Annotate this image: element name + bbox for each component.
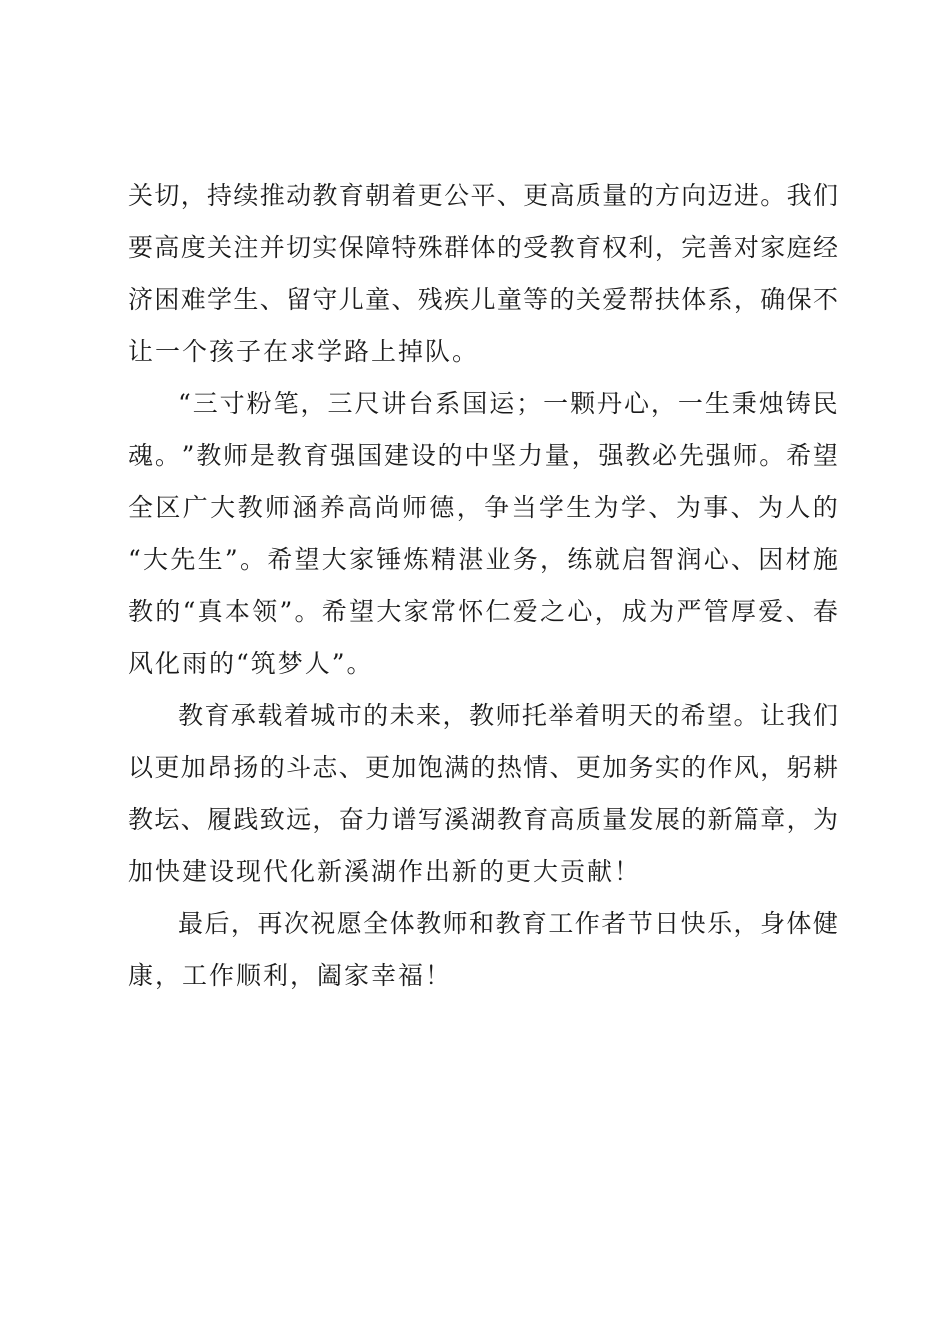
paragraph-2 (128, 378, 838, 690)
text-line: 关 切 ， 持 续 推 动 教 育 朝 着 更 公 平 、 更 高 质 量 的 方 向 迈 进 。 我 们 (128, 181, 838, 210)
paragraph-1 (128, 170, 838, 378)
text-line: 加快建设现代化新溪湖作出新的更大贡献！ (128, 857, 642, 886)
text-line: 最 后 ， 再 次 祝 愿 全 体 教 师 和 教 育 工 作 者 节 日 快 乐 ， 身 体 健 (178, 909, 838, 938)
text-line: 让一个孩子在求学路上掉队。 (128, 337, 480, 366)
text-line: 以 更 加 昂 扬 的 斗 志 、 更 加 饱 满 的 热 情 、 更 加 务 实 的 作 风 ， 躬 耕 (128, 753, 838, 782)
text-line: 康，工作顺利，阖家幸福！ (128, 961, 453, 990)
document-body (128, 170, 838, 1002)
text-line: 要 高 度 关 注 并 切 实 保 障 特 殊 群 体 的 受 教 育 权 利 ， 完 善 对 家 庭 经 (128, 233, 838, 262)
text-line: 教 育 承 载 着 城 市 的 未 来 ， 教 师 托 举 着 明 天 的 希 望 。 让 我 们 (178, 701, 838, 730)
text-line: 教 坛 、 履 践 致 远 ， 奋 力 谱 写 溪 湖 教 育 高 质 量 发 展 的 新 篇 章 ， 为 (128, 805, 838, 834)
paragraph-4 (128, 898, 838, 1002)
text-line: “ 三 寸 粉 笔 ， 三 尺 讲 台 系 国 运 ； 一 颗 丹 心 ， 一 生 秉 烛 铸 民 (178, 389, 838, 418)
text-line: 风化雨的“筑梦人”。 (128, 649, 374, 678)
text-line: 济 困 难 学 生 、 留 守 儿 童 、 残 疾 儿 童 等 的 关 爱 帮 扶 体 系 ， 确 保 不 (128, 285, 838, 314)
paragraph-3 (128, 690, 838, 898)
text-line: 全 区 广 大 教 师 涵 养 高 尚 师 德 ， 争 当 学 生 为 学 、 为 事 、 为 人 的 (128, 493, 838, 522)
text-line: 教 的 “ 真 本 领 ” 。 希 望 大 家 常 怀 仁 爱 之 心 ， 成 为 严 管 厚 爱 、 春 (128, 597, 838, 626)
text-line: “ 大 先 生 ” 。 希 望 大 家 锤 炼 精 湛 业 务 ， 练 就 启 智 润 心 、 因 材 施 (128, 545, 838, 574)
text-line: 魂 。 ” 教 师 是 教 育 强 国 建 设 的 中 坚 力 量 ， 强 教 必 先 强 师 。 希 望 (128, 441, 838, 470)
